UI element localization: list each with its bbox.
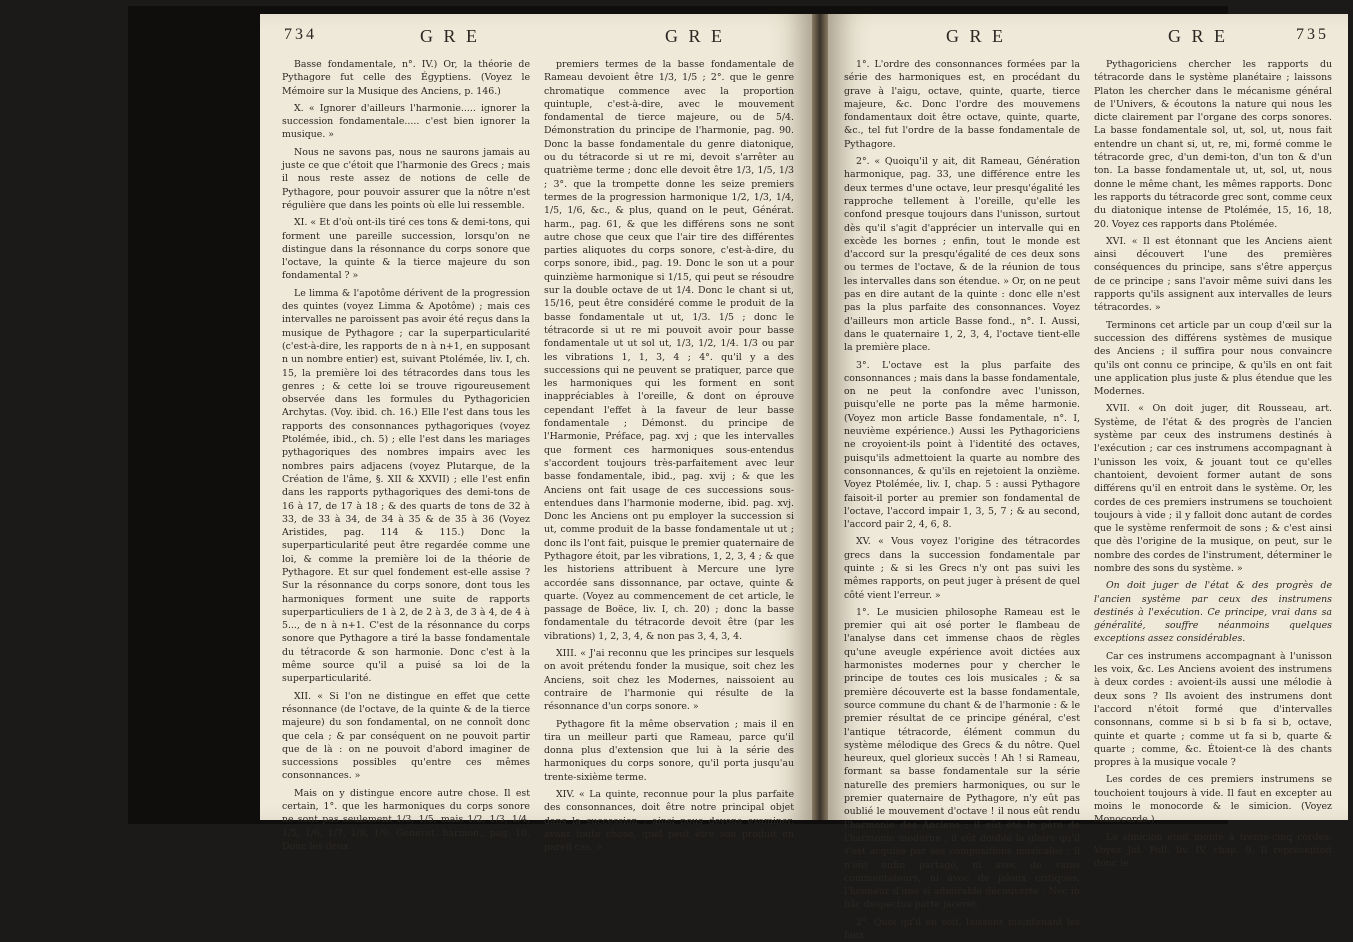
paragraph: On doit juger de l'état & des progrès de l'ancien système par ceux des instrumens destinés à l'exécution. Ce principe, vrai dans sa généralité, souffre néanmoins quelques exceptions assez considérables. <box>1094 580 1332 645</box>
paragraph: 2°. « Quoiqu'il y ait, dit Rameau, Génération harmonique, pag. 33, une différence entre les deux termes d'une octave, leur presqu'égalité les rapproche tellement à l'oreille, qu'elle les confond presque toujours dans l'unisson, surtout dès qu'il s'agit d'apprécier un intervalle qui en excède les bornes ; enfin, tout le monde est d'accord sur la presqu'égalité de ces deux sons ou termes de l'octave, & de la réunion de tous les intervalles dans son étendue. » Or, on ne peut pas en dire autant de la quinte : donc elle n'est pas la plus parfaite des consonnances. Voyez d'ailleurs mon article Basse fond., n°. I. Aussi, dans le quaternaire 1, 2, 3, 4, l'octave tient-elle la première place. <box>844 156 1080 354</box>
left-column-1 <box>282 58 530 852</box>
right-page-number: 735 <box>1296 26 1329 43</box>
left-running-head <box>260 22 812 50</box>
paragraph: Les cordes de ces premiers instrumens se touchoient toujours à vide. Il faut en excepter au moins le monocorde & le simicion. (Voyez Monocorde.) <box>1094 774 1332 826</box>
paragraph: Pythagore fit la même observation ; mais il en tira un meilleur parti que Rameau, parce qu'il donna plus d'extension que lui à la série des harmoniques du corps sonore, qu'il porta jusqu'au trente-sixième terme. <box>544 718 794 783</box>
paragraph: XII. « Si l'on ne distingue en effet que cette résonnance (de l'octave, de la quinte & de la tierce majeure) du son fondamental, on ne connoît donc que cela ; & par conséquent on ne pouvoit partir que de là : on ne pouvoit d'abord imaginer de successions possibles qu'entre ces mêmes consonnances. » <box>282 690 530 782</box>
right-page <box>828 14 1348 941</box>
left-page-number: 734 <box>284 26 317 43</box>
right-head-left: G R E <box>946 26 1006 46</box>
paragraph: Mais on y distingue encore autre chose. Il est certain, 1°. que les harmoniques du corps sonore ne sont pas seulement 1/3, 1/5, mais 1/2, 1/3, 1/4, 1/5, 1/6, 1/7, 1/8, 1/9. Générat. harmon., pag. 10. Donc les deux <box>282 787 530 852</box>
paragraph: XVI. « Il est étonnant que les Anciens aient ainsi découvert l'une des premières conséquences du principe, sans s'être apperçus de ce principe ; sans l'avoir même suivi dans les rapports qu'ils assignent aux intervalles de leurs tétracordes. » <box>1094 235 1332 314</box>
paragraph: Car ces instrumens accompagnant à l'unisson les voix, &c. Les Anciens avoient des instrumens à deux cordes : avoient-ils aussi une mélodie à deux sons ? Ils avoient des instrumens dont l'accord n'étoit formé que d'intervalles consonnans, comme si b si b fa si b, octave, quinte et quarte ; comme ut fa si b, quarte & quarte ; comme, &c. Étoient-ce là des chants propres à la musique vocale ? <box>1094 650 1332 769</box>
paragraph: Pythagoriciens chercher les rapports du tétracorde dans le système planétaire ; laissons Platon les chercher dans le mécanisme général de l'Univers, & écoutons la nature qui nous les dicte clairement par l'organe des corps sonores. La basse fondamentale sol, ut, sol, ut, nous fait entendre un chant si, ut, re, mi, formé comme le tétracorde grec, d'un demi-ton, d'un ton & d'un ton. La basse fondamentale ut, ut, sol, ut, nous donne le même chant, les mêmes rapports. Donc les rapports du tétracorde grec sont, comme ceux du diatonique intense de Ptolémée, 15, 16, 18, 20. Voyez ces rapports dans Ptolémée. <box>1094 59 1332 230</box>
paragraph: 1°. L'ordre des consonnances formées par la série des harmoniques est, en procédant du grave à l'aigu, octave, quinte, quarte, tierce majeure, &c. Donc l'ordre des mouvemens fondamentaux doit être octave, quinte, quarte, &c., tel fut l'ordre de la basse fondamentale de Pythagore. <box>844 59 1080 150</box>
paragraph: Nous ne savons pas, nous ne saurons jamais au juste ce que c'étoit que l'harmonie des Grecs ; mais il nous reste assez de notions de celle de Pythagore, pour pouvoir assurer que la nôtre n'est régulière que dans les points où elle lui ressemble. <box>282 146 530 211</box>
right-running-head <box>828 22 1348 50</box>
left-head-right: G R E <box>665 26 725 46</box>
right-column-2 <box>1094 58 1332 870</box>
left-page <box>260 14 812 854</box>
paragraph: XIII. « J'ai reconnu que les principes sur lesquels on avoit prétendu fonder la musique, soit chez les Anciens, soit chez les Modernes, naissoient au contraire de l'harmonie qui résulte de la résonnance d'un corps sonore. » <box>544 648 794 713</box>
left-head-left: G R E <box>420 26 480 46</box>
paragraph: XV. « Vous voyez l'origine des tétracordes grecs dans la succession fondamentale par quinte ; & si les Grecs n'y ont pas suivi les mêmes rapports, on peut juger à présent de quel côté vient l'erreur. » <box>844 536 1080 601</box>
paragraph: X. « Ignorer d'ailleurs l'harmonie..... ignorer la succession fondamentale..... c'est bien ignorer la musique. » <box>282 102 530 141</box>
paragraph: 3°. L'octave est la plus parfaite des consonnances ; mais dans la basse fondamentale, on ne peut la confondre avec l'unisson, puisqu'elle ne porte pas la même harmonie. (Voyez mon article Basse fondamentale, n°. I, neuvième expérience.) Aussi les Pythagoriciens ne croyoient-ils point à l'identité des octaves, puisqu'ils admettoient la quarte au nombre des consonnances, & qu'ils en rejetoient la onzième. Voyez Ptolémée, liv. I, chap. 5 : aussi Pythagore faisoit-il porter au premier son fondamental de l'octave, l'accord impair 1, 3, 5, 7 ; & au second, l'accord pair 2, 4, 6, 8. <box>844 359 1080 531</box>
right-column-1 <box>844 58 1080 941</box>
paragraph: Basse fondamentale, n°. IV.) Or, la théorie de Pythagore fut celle des Égyptiens. (Voyez le Mémoire sur la Musique des Anciens, p. 146.) <box>282 59 530 97</box>
paragraph: XIV. « La quinte, reconnue pour la plus parfaite des consonnances, doit être notre principal objet dans la succession : ainsi nous devons examiner, avant toute chose, quel peut être son produit en pareil cas. » <box>544 789 794 854</box>
book-spread <box>128 6 1332 941</box>
paragraph: XI. « Et d'où ont-ils tiré ces tons & demi-tons, qui forment une pareille succession, lorsqu'on ne distingue dans la résonnance du corps sonore que l'octave, la quinte & la tierce majeure du son fondamental ? » <box>282 217 530 282</box>
paragraph: Le simicion étoit monté à trente-cinq cordes. Voyez Jul. Poll. liv. IV, chap. 9. Il représentoit donc le <box>1094 831 1332 870</box>
right-head-right: G R E <box>1168 26 1228 46</box>
left-column-2 <box>544 58 794 854</box>
paragraph: 1°. Le musicien philosophe Rameau est le premier qui ait osé porter le flambeau de l'analyse dans cet immense chaos de règles qu'une aveugle expérience avoit dictées aux harmonistes modernes pour y chercher le principe de toutes ces lois musicales ; & sa première découverte est la basse fondamentale, source commune du chant & de l'harmonie : & le premier résultat de ce principe général, c'est l'antique tétracorde, élément commun du système mélodique des Grecs & du nôtre. Quel heureux, quel glorieux succès ! Ah ! si Rameau, formant sa basse fondamentale sur la série naturelle des premiers harmoniques, ou sur le premier quaternaire de Pythagore, n'y eût pas oublié le mouvement d'octave ! il nous eût rendu l'harmonie des Anciens ; il eût été le père de l'harmonie moderne ; il eût doublé la gloire qu'il s'est acquise par ses compositions musicales ; il n'eût enfin partagé, ni avec de vains commentateurs, ni avec de jaloux critiques, l'honneur d'une si admirable découverte : Nec in hâc despectus parte jaceret. <box>844 606 1080 911</box>
book-gutter <box>812 14 828 820</box>
paragraph: Le limma & l'apotôme dérivent de la progression des quintes (voyez Limma & Apotôme) ; mais ces intervalles ne paroissent pas avoir été reçus dans la musique de Pythagore ; car la superparticularité (c'est-à-dire, les rapports de n à n+1, en supposant n un nombre entier) est, suivant Ptolémée, liv. I, ch. 15, la première loi des tétracordes dans tous les genres ; & cette loi se trouve rigoureusement observée dans les formules du Pythagoricien Archytas. (Voy. ibid. ch. 16.) Elle l'est dans tous les rapports des consonnances pythagoriques (voyez Ptolémée, ibid., ch. 5) ; elle l'est dans les mariages pythagoriques des nombres impairs avec les nombres pairs adjacens (voyez Plutarque, de la Création de l'âme, §. XII & XXVII) ; elle l'est enfin dans les rapports pythagoriques des demi-tons de 16 à 17, de 17 à 18 ; & des quarts de tons de 32 à 33, de 33 à 34, de 34 à 35 & de 35 à 36 (Voyez Aristides, pag. 114 & 115.) Donc la superparticularité peut être regardée comme une loi, & comme la première loi de la théorie de Pythagore. Et sur quel fondement est-elle assise ? Sur la résonnance du corps sonore, dont tous les harmoniques forment une suite de rapports superparticuliers de 1 à 2, de 2 à 3, de 3 à 4, de 4 à 5..., de n à n+1. C'est de la résonnance du corps sonore que Pythagore a tiré la basse fondamentale du tétracorde & son harmonie. Donc c'est à la même source qu'il a puisé sa loi de la superparticularité. <box>282 287 530 685</box>
paragraph: premiers termes de la basse fondamentale de Rameau devoient être 1/3, 1/5 ; 2°. que le genre chromatique commence avec la proportion quintuple, c'est-à-dire, avec le mouvement fondamental de tierce majeure, ou de 5/4. Démonstration du principe de l'harmonie, pag. 90. Donc la basse fondamentale du genre diatonique, ou du tétracorde si ut re mi, devoit s'arrêter au quatrième terme ; donc elle devoit être 1/3, 1/5, 1/3 ; 3°. que la trompette donne les seize premiers termes de la progression harmonique 1/2, 1/3, 1/4, 1/5, 1/6, &c., & plus, quand on le peut, Générat. harm., pag. 61, & que les différens sons ne sont autre chose que ceux que l'air tire des différentes parties aliquotes du corps sonore, c'est-à-dire, du corps sonore, ibid., pag. 19. Donc le son ut a pour quinzième harmonique si 1/15, qui peut se résoudre sur la double octave de ut 1/4. Donc le chant si ut, 15/16, peut être considéré comme le produit de la basse fondamentale ut ut, 1/3. 1/5 ; donc le tétracorde si ut re mi pouvoit avoir pour basse fondamentale ut ut sol ut, 1/3, 1/2, 1/4. 1/3 ou par les vibrations 1, 1, 3, 4 ; 4°. qu'il y a des successions qui ne peuvent se pratiquer, parce que les harmoniques qui les forment en sont inappréciables à l'oreille, & dont on éprouve cependant l'effet à la faveur de leur basse fondamentale ; Démonst. du principe de l'Harmonie, Préface, pag. xvj ; que les intervalles que forment ces harmoniques sous-entendus s'accordent toujours très-parfaitement avec leur basse fondamentale, ibid., pag. xvij ; & que les Anciens ont fait usage de ces successions sous-entendues dans l'harmonie moderne, ibid. pag. xvj. Donc les Anciens ont pu employer la succession si ut, comme produit de la basse fondamentale ut ut ; donc ils l'ont fait, puisque le premier quaternaire de Pythagore étoit, par les vibrations, 1, 2, 3, 4 ; & que les historiens attribuent à Mercure une lyre accordée sans dissonnance, par octave, quinte & quarte. (Voyez au commencement de cet article, le passage de Boëce, liv. I, ch. 20) ; donc la basse fondamentale du tétracorde devoit être (par les vibrations) 1, 2, 3, 4, & non pas 3, 4, 3, 4. <box>544 59 794 642</box>
paragraph: XVII. « On doit juger, dit Rousseau, art. Système, de l'état & des progrès de l'ancien système par ceux des instrumens destinés à l'exécution ; car ces instrumens accompagnant à l'unisson les voix, & jouant tout ce qu'elles chantoient, devoient former autant de sons différens qu'il en entroit dans le système. Or, les cordes de ces premiers instrumens se touchoient toujours à vide ; il y falloit donc autant de cordes que le système renfermoit de sons ; & c'est ainsi que dès l'origine de la musique, on peut, sur le nombre des cordes de l'instrument, déterminer le nombre des sons du système. » <box>1094 403 1332 574</box>
paragraph: 2°. Quoi qu'il en soit, laissons maintenant les faux <box>844 916 1080 941</box>
paragraph: Terminons cet article par un coup d'œil sur la succession des différens systèmes de musique des Anciens ; il suffira pour nous convaincre qu'ils ont connu ce principe, & qu'ils en ont fait une application plus juste & plus étendue que les Modernes. <box>1094 319 1332 398</box>
